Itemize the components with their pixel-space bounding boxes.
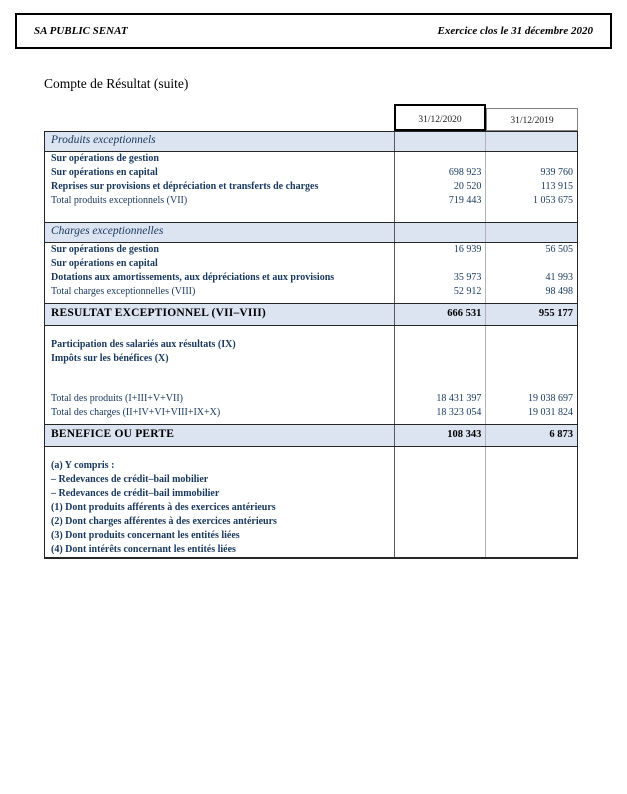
value-2019: 19 038 697: [485, 392, 577, 406]
table-row: [45, 406, 577, 420]
row-label: Participation des salariés aux résultats (IX): [51, 339, 236, 350]
page-title: Compte de Résultat (suite): [44, 76, 189, 91]
company-name: SA PUBLIC SENAT: [34, 25, 128, 37]
table-row: [45, 152, 577, 166]
table-row: [45, 271, 577, 285]
spacer-row: [45, 447, 577, 459]
row-label: Total produits exceptionnels (VII): [51, 195, 188, 206]
row-label: RESULTAT EXCEPTIONNEL (VII–VIII): [51, 307, 266, 319]
table-row: [45, 515, 577, 529]
value-2019: [485, 543, 577, 557]
table-row: [45, 352, 577, 366]
row-label: Produits exceptionnels: [51, 134, 156, 146]
spacer-row: [45, 380, 577, 392]
value-2019: [485, 257, 577, 271]
table-row: [45, 243, 577, 257]
table-row: [45, 166, 577, 180]
table-row: [45, 180, 577, 194]
value-2019: 955 177: [485, 304, 577, 325]
value-2019: [485, 299, 577, 303]
value-2019: [485, 447, 577, 459]
table-row: [45, 543, 577, 557]
value-2020: 108 343: [394, 425, 486, 446]
value-2020: 18 431 397: [394, 392, 486, 406]
table-row: [45, 473, 577, 487]
row-label: BENEFICE OU PERTE: [51, 428, 175, 440]
value-2020: [394, 459, 486, 473]
value-2020: [394, 326, 486, 338]
table-row: [45, 392, 577, 406]
value-2019: 939 760: [485, 166, 577, 180]
value-2020: [394, 447, 486, 459]
row-label: Charges exceptionnelles: [51, 225, 164, 237]
value-2020: [394, 338, 486, 352]
value-2020: 20 520: [394, 180, 486, 194]
value-2019: 19 031 824: [485, 406, 577, 420]
row-label: [45, 447, 394, 459]
column-header-row: [44, 104, 578, 131]
row-label: [45, 366, 394, 380]
value-2020: 666 531: [394, 304, 486, 325]
row-label: Sur opérations de gestion: [51, 153, 159, 164]
value-2020: 16 939: [394, 243, 486, 257]
value-2020: [394, 501, 486, 515]
value-2020: [394, 299, 486, 303]
row-label: Total charges exceptionnelles (VIII): [51, 286, 196, 297]
table-row: [45, 222, 577, 243]
spacer-row: [45, 299, 577, 303]
table-row: [45, 131, 577, 152]
row-label: [45, 380, 394, 392]
value-2020: 35 973: [394, 271, 486, 285]
column-header-2019: 31/12/2019: [486, 108, 578, 131]
value-2019: 1 053 675: [485, 194, 577, 208]
value-2020: [394, 366, 486, 380]
value-2019: [485, 152, 577, 166]
value-2019: [485, 529, 577, 543]
value-2020: 698 923: [394, 166, 486, 180]
spacer-row: [45, 366, 577, 380]
value-2019: [485, 366, 577, 380]
value-2020: [394, 223, 486, 242]
value-2019: 56 505: [485, 243, 577, 257]
value-2020: [394, 208, 486, 222]
row-label: (2) Dont charges afférentes à des exercices antérieurs: [51, 516, 277, 527]
table-row: [45, 424, 577, 447]
value-2019: [485, 420, 577, 424]
row-label: – Redevances de crédit–bail immobilier: [51, 488, 220, 499]
value-2020: [394, 529, 486, 543]
value-2020: [394, 132, 486, 151]
table-row: [45, 285, 577, 299]
row-label: Sur opérations en capital: [51, 258, 158, 269]
value-2019: [485, 132, 577, 151]
value-2019: [485, 487, 577, 501]
table-row: [45, 487, 577, 501]
exercise-close-date: Exercice clos le 31 décembre 2020: [437, 25, 593, 37]
row-label: (3) Dont produits concernant les entités liées: [51, 530, 240, 541]
value-2020: 52 912: [394, 285, 486, 299]
spacer-row: [45, 326, 577, 338]
value-2019: [485, 326, 577, 338]
value-2019: [485, 338, 577, 352]
row-label: [45, 208, 394, 222]
value-2020: [394, 543, 486, 557]
income-statement-table: [44, 104, 578, 559]
row-label: Sur opérations en capital: [51, 167, 158, 178]
value-2019: [485, 223, 577, 242]
value-2019: [485, 208, 577, 222]
table-body: [44, 131, 578, 559]
value-2020: [394, 420, 486, 424]
value-2019: [485, 352, 577, 366]
table-row: [45, 257, 577, 271]
row-label: [45, 299, 394, 303]
row-label: Total des charges (II+IV+VI+VIII+IX+X): [51, 407, 221, 418]
value-2020: [394, 515, 486, 529]
row-label: [45, 420, 394, 424]
row-label: Dotations aux amortissements, aux dépréciations et aux provisions: [51, 272, 335, 283]
value-2020: 719 443: [394, 194, 486, 208]
table-row: [45, 338, 577, 352]
row-label: Total des produits (I+III+V+VII): [51, 393, 184, 404]
row-label: – Redevances de crédit–bail mobilier: [51, 474, 209, 485]
column-header-2020: 31/12/2020: [394, 104, 486, 131]
row-label: Sur opérations de gestion: [51, 244, 159, 255]
value-2019: [485, 501, 577, 515]
table-row: [45, 459, 577, 473]
value-2020: [394, 380, 486, 392]
value-2020: 18 323 054: [394, 406, 486, 420]
table-row: [45, 501, 577, 515]
value-2019: 98 498: [485, 285, 577, 299]
row-label: Reprises sur provisions et dépréciation et transferts de charges: [51, 181, 319, 192]
spacer-row: [45, 208, 577, 222]
table-row: [45, 303, 577, 326]
row-label: (1) Dont produits afférents à des exercices antérieurs: [51, 502, 276, 513]
value-2020: [394, 152, 486, 166]
table-row: [45, 194, 577, 208]
value-2020: [394, 473, 486, 487]
value-2020: [394, 352, 486, 366]
row-label: (4) Dont intérêts concernant les entités liées: [51, 544, 236, 555]
value-2019: [485, 380, 577, 392]
value-2020: [394, 257, 486, 271]
row-label: Impôts sur les bénéfices (X): [51, 353, 169, 364]
row-label: [45, 326, 394, 338]
value-2019: 6 873: [485, 425, 577, 446]
table-row: [45, 529, 577, 543]
spacer-row: [45, 420, 577, 424]
value-2019: [485, 473, 577, 487]
document-header: [15, 13, 612, 49]
row-label: (a) Y compris :: [51, 460, 115, 471]
value-2019: 113 915: [485, 180, 577, 194]
value-2020: [394, 487, 486, 501]
value-2019: 41 993: [485, 271, 577, 285]
value-2019: [485, 515, 577, 529]
value-2019: [485, 459, 577, 473]
